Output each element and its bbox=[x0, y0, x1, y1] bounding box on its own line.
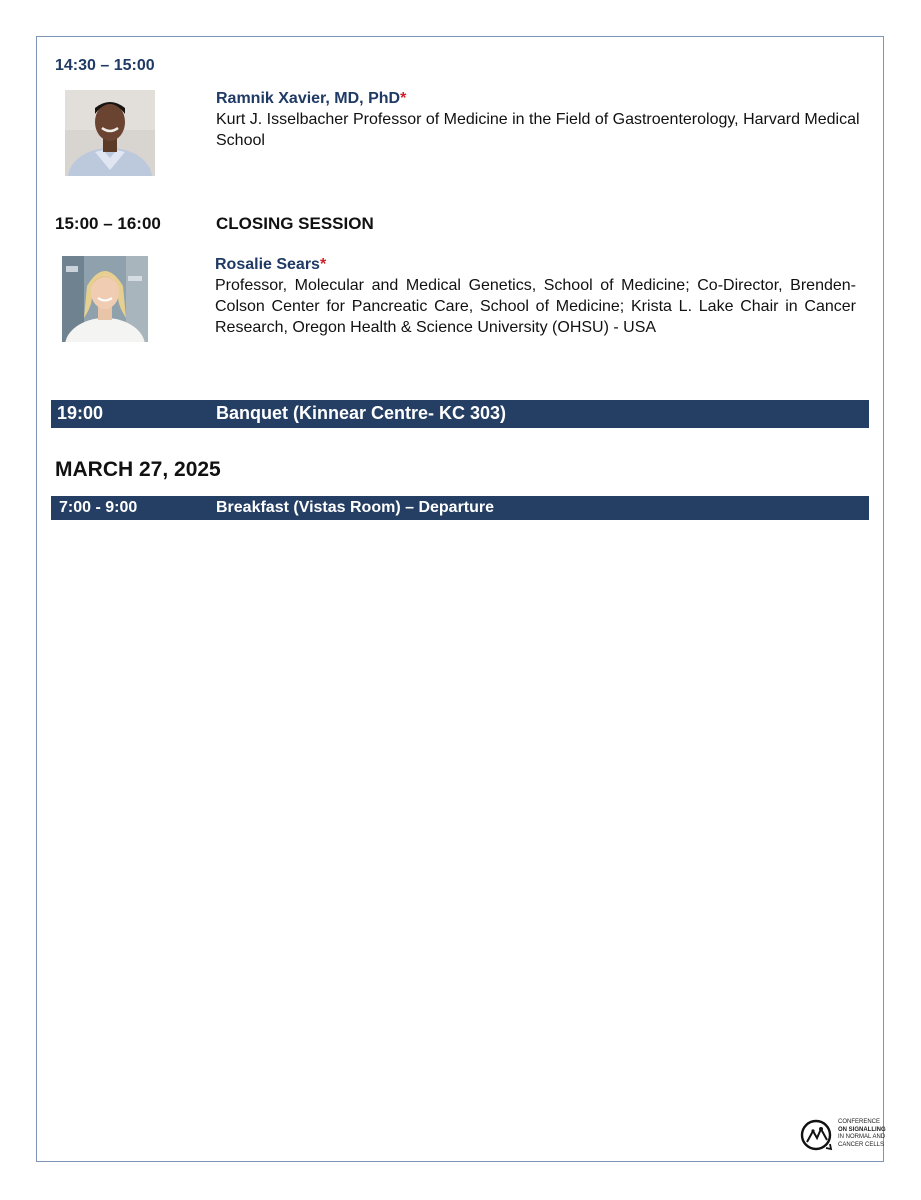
session-time: 15:00 – 16:00 bbox=[55, 214, 161, 233]
conference-logo bbox=[800, 1118, 834, 1157]
session-time: 14:30 – 15:00 bbox=[55, 57, 155, 74]
logo-line: IN NORMAL AND bbox=[838, 1134, 886, 1140]
session-title: CLOSING SESSION bbox=[216, 214, 374, 233]
banquet-bar bbox=[51, 400, 869, 428]
speaker-photo-sears bbox=[62, 256, 148, 342]
schedule-label: Breakfast (Vistas Room) – Departure bbox=[216, 499, 495, 516]
schedule-bar bbox=[51, 496, 869, 520]
schedule-time: 7:00 - 9:00 bbox=[59, 499, 138, 516]
speaker-photo-xavier bbox=[65, 90, 155, 176]
speaker-mark: * bbox=[400, 90, 407, 107]
speaker-affiliation: Professor, Molecular and Medical Genetics, School of Medicine; Co-Director, Brenden-Colson Center for Pancreatic Care, School of Medicine; Krista L. Lake Chair in Cancer Research, Oregon Health & Science University (OHSU) - USA bbox=[215, 277, 856, 336]
speaker-name bbox=[216, 90, 406, 108]
page-frame bbox=[36, 36, 884, 1162]
conference-logo-icon bbox=[800, 1118, 834, 1152]
speaker-name bbox=[215, 256, 326, 274]
logo-line: CANCER CELLS bbox=[838, 1141, 885, 1148]
conference-logo-text bbox=[838, 1119, 886, 1149]
logo-line: CONFERENCE bbox=[838, 1119, 881, 1125]
speaker-mark: * bbox=[319, 256, 327, 273]
banquet-label: Banquet (Kinnear Centre- KC 303) bbox=[216, 403, 507, 423]
speaker-name-text: Ramnik Xavier, MD, PhD bbox=[216, 90, 401, 107]
speaker-name-text: Rosalie Sears bbox=[215, 256, 320, 273]
logo-line: ON SIGNALLING bbox=[838, 1126, 886, 1133]
banquet-time: 19:00 bbox=[57, 403, 104, 423]
speaker-affiliation: Kurt J. Isselbacher Professor of Medicine in the Field of Gastroenterology, Harvard Medical School bbox=[216, 111, 860, 149]
date-heading: MARCH 27, 2025 bbox=[55, 458, 221, 481]
